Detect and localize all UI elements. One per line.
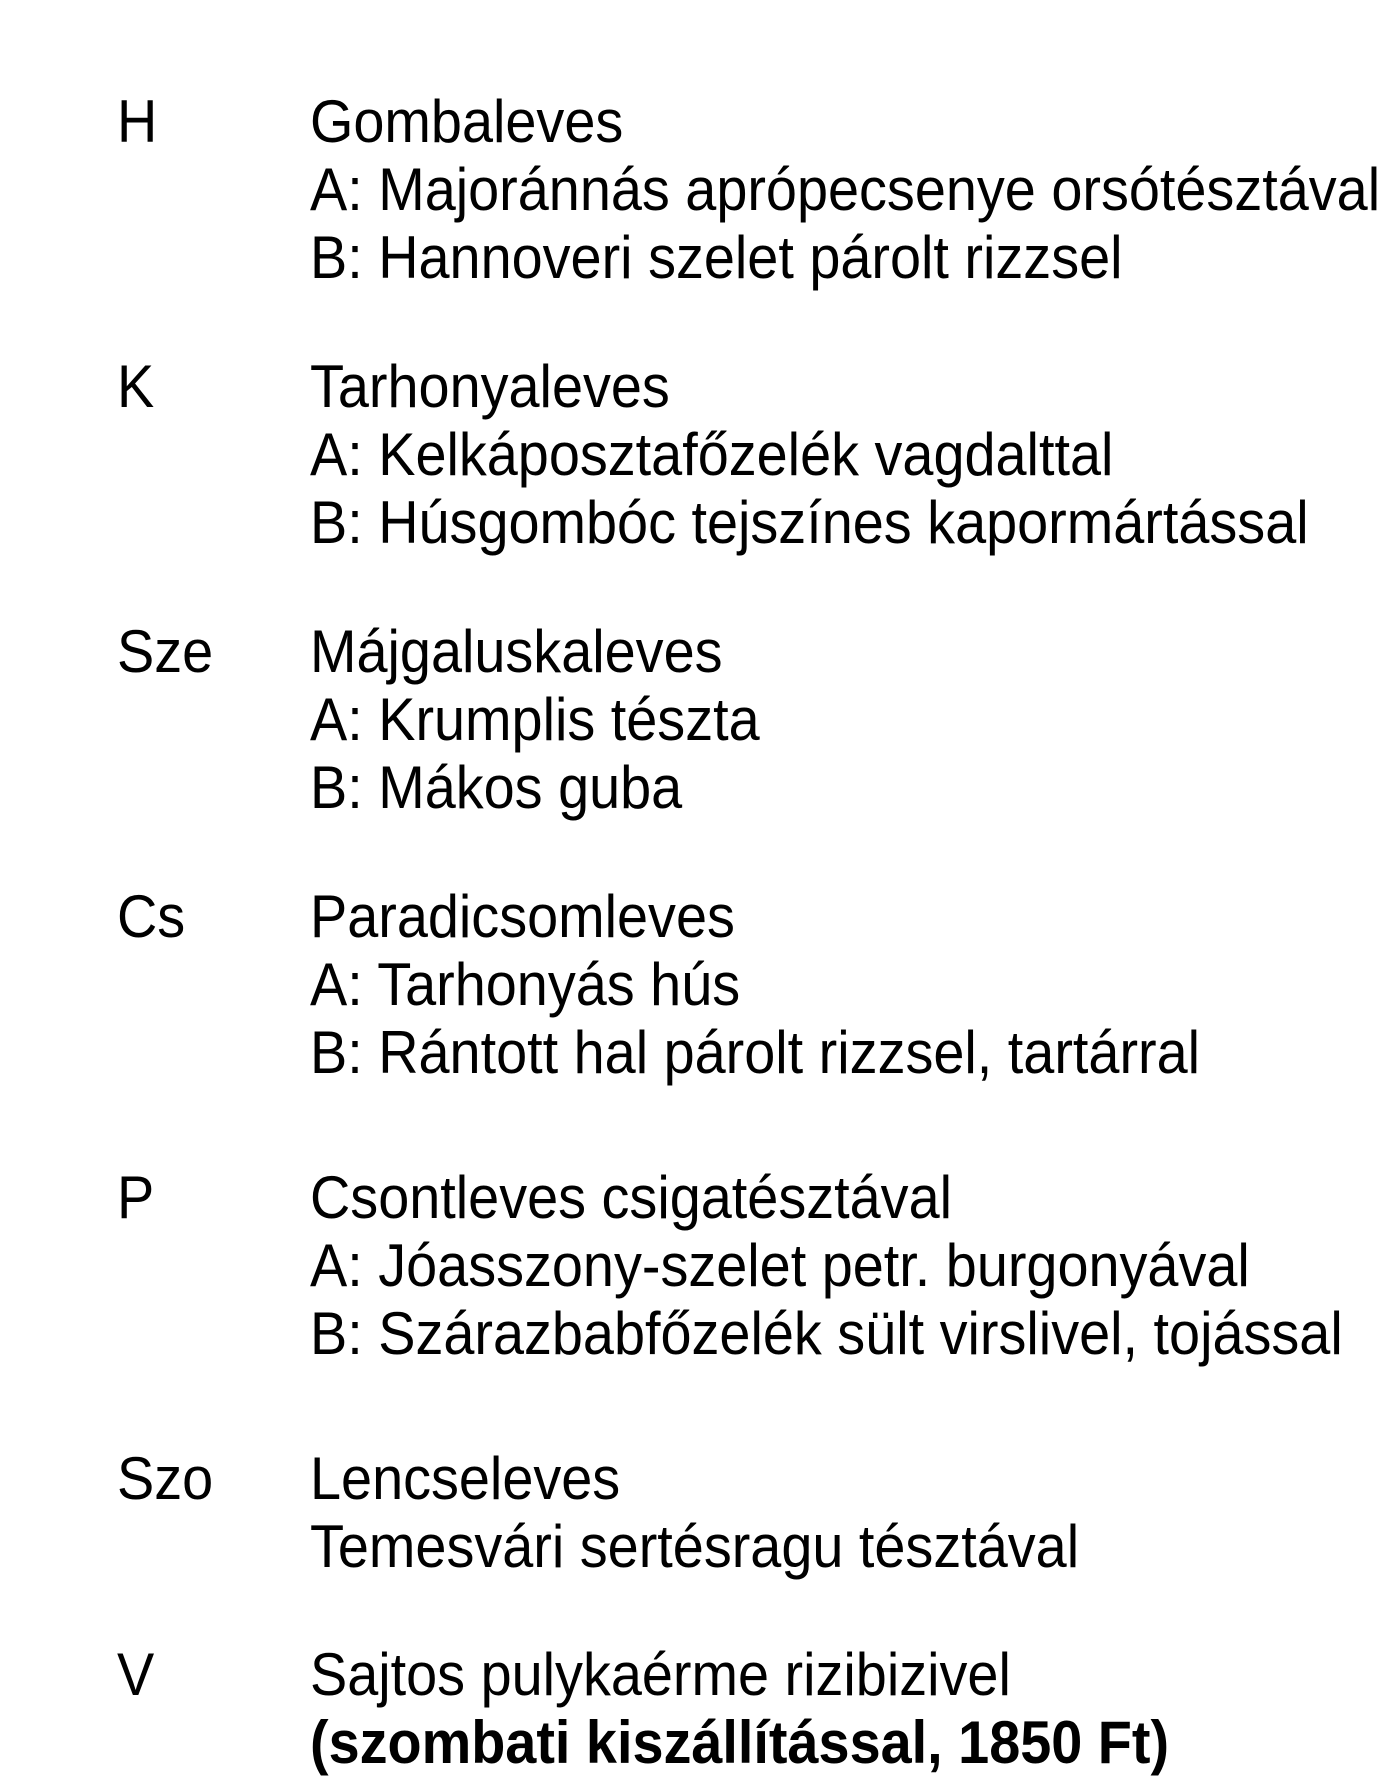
day-saturday: [117, 1445, 1387, 1581]
day-dishes: [310, 1445, 1387, 1581]
spacer: [117, 1087, 1387, 1164]
day-tuesday: [117, 353, 1387, 557]
spacer: [117, 1368, 1387, 1445]
day-dishes: [310, 353, 1387, 557]
day-label: P: [117, 1164, 155, 1231]
day-label: V: [117, 1641, 155, 1708]
spacer: [117, 557, 1387, 618]
day-dishes: [310, 618, 1387, 822]
day-friday: [117, 1164, 1387, 1368]
soup-line: Gombaleves: [310, 88, 624, 155]
spacer: [117, 1581, 1387, 1641]
dish-b-line: B: Szárazbabfőzelék sült virslivel, tojással: [310, 1300, 1343, 1367]
dish-a-line: A: Majoránnás aprópecsenye orsótésztával: [310, 156, 1381, 223]
delivery-note: (szombati kiszállítással, 1850 Ft): [310, 1709, 1170, 1776]
day-sunday: [117, 1641, 1387, 1777]
dish-a-line: A: Jóasszony-szelet petr. burgonyával: [310, 1232, 1250, 1299]
dish-a-line: A: Krumplis tészta: [310, 686, 760, 753]
day-label: Sze: [117, 618, 214, 685]
day-label: K: [117, 353, 155, 420]
soup-line: Tarhonyaleves: [310, 353, 670, 420]
dish-b-line: B: Hannoveri szelet párolt rizzsel: [310, 224, 1123, 291]
soup-line: Paradicsomleves: [310, 883, 735, 950]
spacer: [117, 292, 1387, 353]
main-dish-line: Sajtos pulykaérme rizibizivel: [310, 1641, 1011, 1708]
day-wednesday: [117, 618, 1387, 822]
day-label: H: [117, 88, 158, 155]
dish-b-line: B: Mákos guba: [310, 754, 683, 821]
day-dishes: [310, 1164, 1399, 1368]
day-label: Szo: [117, 1445, 214, 1512]
dish-b-line: B: Rántott hal párolt rizzsel, tartárral: [310, 1019, 1201, 1086]
weekly-menu: [117, 88, 1387, 1777]
day-thursday: [117, 883, 1387, 1087]
dish-a-line: A: Kelkáposztafőzelék vagdalttal: [310, 421, 1114, 488]
dish-b-line: B: Húsgombóc tejszínes kapormártással: [310, 489, 1309, 556]
day-label: Cs: [117, 883, 186, 950]
soup-line: Lencseleves: [310, 1445, 621, 1512]
day-monday: [117, 88, 1387, 292]
dish-a-line: A: Tarhonyás hús: [310, 951, 741, 1018]
day-dishes: [310, 88, 1399, 292]
soup-line: Csontleves csigatésztával: [310, 1164, 953, 1231]
day-dishes: [310, 883, 1387, 1087]
day-dishes: [310, 1641, 1387, 1777]
spacer: [117, 822, 1387, 883]
soup-line: Májgaluskaleves: [310, 618, 723, 685]
main-dish-line: Temesvári sertésragu tésztával: [310, 1513, 1080, 1580]
